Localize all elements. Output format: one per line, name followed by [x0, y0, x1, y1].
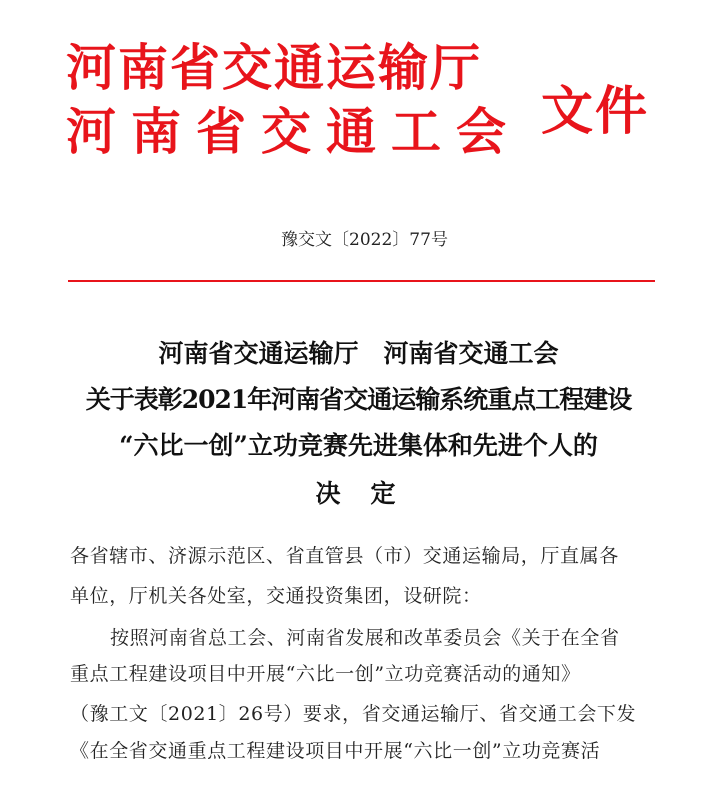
title-line-2: 关于表彰2021年河南省交通运输系统重点工程建设	[85, 385, 632, 414]
title-line-4: 决定	[315, 479, 426, 508]
title-line-3: “六比一创”立功竞赛先进集体和先进个人的	[119, 431, 598, 460]
body-line-4: 重点工程建设项目中开展“六比一创”立功竞赛活动的通知》	[70, 663, 581, 685]
red-divider	[68, 280, 655, 282]
document-word: 文件	[541, 81, 650, 142]
document-header	[66, 38, 666, 178]
document-number: 豫交文〔2022〕77号	[281, 230, 448, 250]
body-line-2: 单位，厅机关各处室，交通投资集团，设研院：	[70, 585, 482, 607]
body-line-5: （豫工文〔2021〕26号）要求，省交通运输厅、省交通工会下发	[70, 703, 637, 725]
title-line-1: 河南省交通运输厅 河南省交通工会	[158, 339, 559, 368]
body-line-3: 按照河南省总工会、河南省发展和改革委员会《关于在全省	[110, 627, 620, 649]
issuer-transport-union: 河南省交通工会	[66, 102, 521, 161]
body-line-6: 《在全省交通重点工程建设项目中开展“六比一创”立功竞赛活	[70, 740, 601, 762]
issuer-transport-department: 河南省交通运输厅	[66, 38, 482, 97]
body-line-1: 各省辖市、济源示范区、省直管县（市）交通运输局，厅直属各	[70, 545, 619, 567]
